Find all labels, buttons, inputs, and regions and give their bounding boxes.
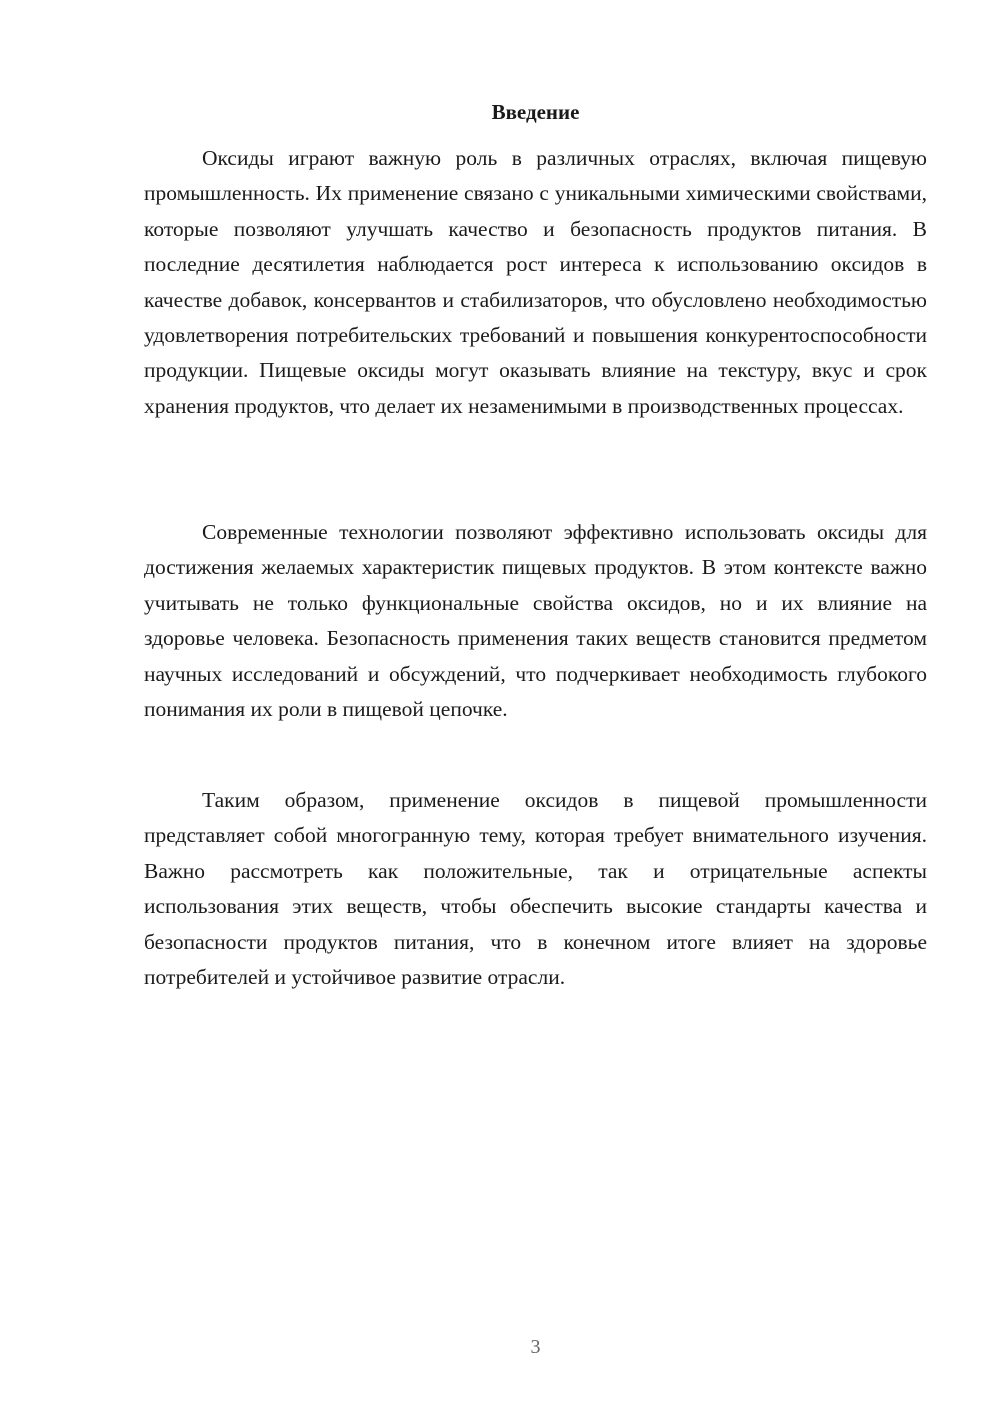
paragraph-technologies: Современные технологии позволяют эффективно использовать оксиды для достижения желаемых характеристик пищевых продуктов. В этом контексте важно учитывать не только функциональные свойства оксидов, но и их влияние на здоровье человека. Безопасность применения таких веществ становится предметом научных исследований и обсуждений, что подчеркивает необходимость глубокого понимания их роли в пищевой цепочке. [144,520,927,722]
page-number: 3 [530,1336,541,1358]
document-page [144,0,927,1414]
paragraph-conclusion: Таким образом, применение оксидов в пищевой промышленности представляет собой многогранную тему, которая требует внимательного изучения. Важно рассмотреть как положительные, так и отрицательные аспекты использования этих веществ, чтобы обеспечить высокие стандарты качества и безопасности продуктов питания, что в конечном итоге влияет на здоровье потребителей и устойчивое развитие отрасли. [144,788,927,990]
section-title: Введение [491,100,580,124]
paragraph-intro: Оксиды играют важную роль в различных отраслях, включая пищевую промышленность. Их применение связано с уникальными химическими свойствами, которые позволяют улучшать качество и безопасность продуктов питания. В последние десятилетия наблюдается рост интереса к использованию оксидов в качестве добавок, консервантов и стабилизаторов, что обусловлено необходимостью удовлетворения потребительских требований и повышения конкурентоспособности продукции. Пищевые оксиды могут оказывать влияние на текстуру, вкус и срок хранения продуктов, что делает их незаменимыми в производственных процессах. [144,146,927,418]
